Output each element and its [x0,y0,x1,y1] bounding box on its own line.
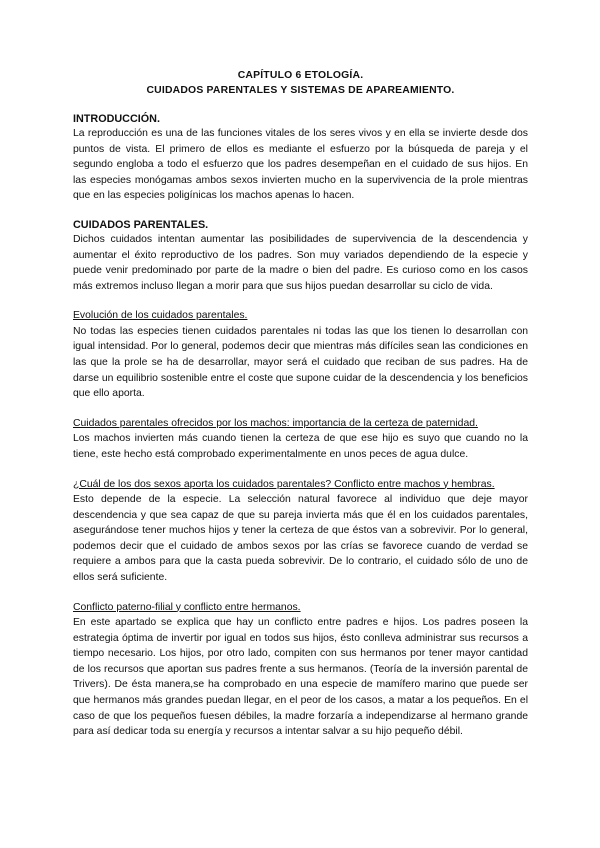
subsection-heading: ¿Cuál de los dos sexos aporta los cuidados parentales? Conflicto entre machos y hembras. [73,478,495,490]
section-paragraph: En este apartado se explica que hay un conflicto entre padres e hijos. Los padres poseen la estrategia óptima de invertir por igual en todos sus hijos, ésto conlleva administrar sus recursos a tiempo necesario. Los hijos, por otro lado, compiten con sus hermanos por tener mayor cantidad de los recursos que aportan sus padres frente a sus hermanos. (Teoría de la inversión parental de Trivers). De ésta manera,se ha comprobado en una especie de mamífero marino que puede ser que hermanos más grandes puedan llegar, en el peor de los casos, a matar a los pequeños. En el caso de que los pequeños fuesen débiles, la madre forzaría a independizarse al hermano grande para así dedicar toda su energía y recursos a intentar salvar a su hijo pequeño débil. [73,617,528,738]
section-heading: INTRODUCCIÓN. [73,113,160,125]
chapter-title: CAPÍTULO 6 ETOLOGÍA. [237,70,364,81]
section-machos [73,416,528,463]
section-paragraph: Dichos cuidados intentan aumentar las posibilidades de supervivencia de la descendencia y aumentar el éxito reproductivo de los padres. Son muy variados dependiendo de la especie y puede venir predominado por parte de la madre o bien del padre. Es curioso como en los casos más extremos incluso llegan a morir para que sus hijos puedan desarrollar su ciclo de vida. [73,233,528,292]
section-evolucion [73,308,528,401]
section-introduccion [73,112,528,204]
subsection-heading: Conflicto paterno-filial y conflicto entre hermanos. [73,601,301,613]
document-page [73,68,528,754]
section-cuidados-parentales [73,218,528,294]
section-paragraph: Esto depende de la especie. La selección natural favorece al individuo que deje mayor descendencia y que sea capaz de que su pareja invierta más que él en los cuidados parentales, asegurándose tener muchos hijos y tener la certeza de que éstos van a sobrevivir. Por lo general, podemos decir que el cuidado de ambos sexos por las crías se favorece cuando de verdad se requiere a ambos para que la casta pueda sobrevivir. De lo contrario, el cuidado sólo de uno de ellos será suficiente. [73,494,528,583]
section-sexos [73,477,528,586]
section-paragraph: La reproducción es una de las funciones vitales de los seres vivos y en ella se invierte desde dos puntos de vista. El primero de ellos es mediante el esfuerzo por la búsqueda de pareja y el segundo engloba a todo el esfuerzo que los padres desempeñan en el cuidado de sus hijos. En las especies monógamas ambos sexos invierten mucho en la supervivencia de la prole mientras que en las especies poligínicas los machos apenas lo hacen. [73,128,528,202]
section-paragraph: Los machos invierten más cuando tienen la certeza de que ese hijo es suyo que cuando no la tiene, este hecho está comprobado experimentalmente en unos peces de agua dulce. [73,433,528,460]
subsection-heading: Evolución de los cuidados parentales. [73,310,248,322]
chapter-subtitle: CUIDADOS PARENTALES Y SISTEMAS DE APAREAMIENTO. [146,85,455,96]
subsection-heading: Cuidados parentales ofrecidos por los machos: importancia de la certeza de paternidad. [73,417,478,429]
section-heading: CUIDADOS PARENTALES. [73,218,209,231]
section-conflicto [73,600,528,740]
section-paragraph: No todas las especies tienen cuidados parentales ni todas las que los tienen lo desarrollan con igual intensidad. Por lo general, podemos decir que mientras más difíciles sean las condiciones en las que la prole se ha de desarrollar, mayor será el cuidado que reciban de sus padres. Ha de darse un equilibrio sostenible entre el coste que supone cuidar de la descendencia y los beneficios que ello aporta. [73,325,528,400]
